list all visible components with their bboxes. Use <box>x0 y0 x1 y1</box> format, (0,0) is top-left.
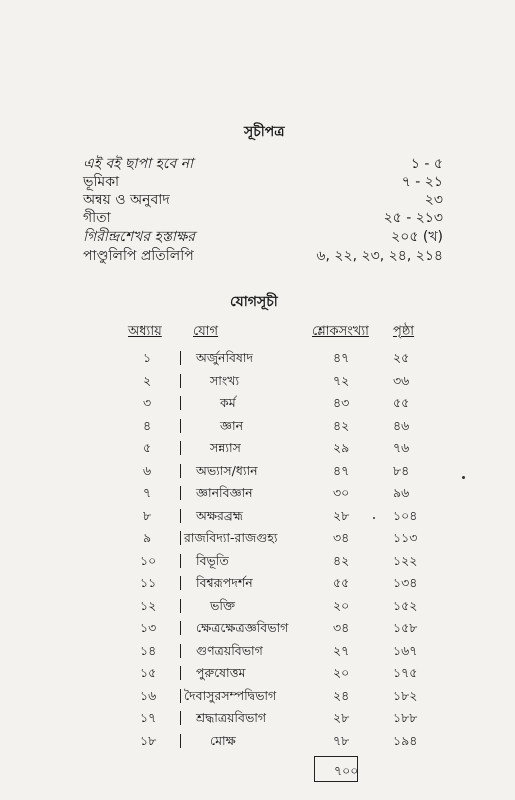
page-number: ২৫ <box>393 350 410 365</box>
header-chapter: অধ্যায় <box>128 324 162 339</box>
shloka-count: ৪৭ <box>333 463 350 478</box>
yoga-name: মোক্ষ <box>210 733 236 748</box>
yoga-name: জ্ঞান <box>220 418 244 433</box>
shloka-count: ২৮ <box>333 508 350 523</box>
page-number: ১০৪ <box>393 508 418 523</box>
header-shlokas: শ্লোকসংখ্যা <box>312 324 369 339</box>
table-row <box>0 350 515 370</box>
chapter-number: ৪ <box>143 418 152 433</box>
table-row <box>0 688 515 708</box>
yoga-name: অভ্যাস/ধ্যান <box>196 463 258 478</box>
table-row <box>0 418 515 438</box>
table-row <box>0 373 515 393</box>
table-row <box>0 395 515 415</box>
toc-entry-page: ২০৫ (খ) <box>391 229 443 245</box>
header-yoga: যোগ <box>193 324 219 339</box>
yoga-name: অর্জুনবিষাদ <box>196 350 254 365</box>
yoga-name: দৈবাসুরসম্পদ্বিভাগ <box>184 688 277 703</box>
yoga-name: ভক্তি <box>210 598 236 613</box>
row-divider <box>180 531 181 545</box>
chapter-number: ১৪ <box>140 643 157 658</box>
toc-entry-title: পাণ্ডুলিপি প্রতিলিপি <box>83 248 194 264</box>
page-number: ১৯৪ <box>393 733 418 748</box>
stray-mark-small <box>373 517 375 519</box>
chapter-number: ১৩ <box>140 620 157 635</box>
shloka-count: ৭৮ <box>333 733 350 748</box>
table-row <box>0 733 515 753</box>
row-divider <box>180 351 181 365</box>
shloka-count: ৪৭ <box>333 350 350 365</box>
toc-heading: সূচীপত্র <box>244 124 285 140</box>
row-divider <box>180 419 181 433</box>
page-number: ৯৬ <box>393 485 410 500</box>
page-number: ১৭৫ <box>393 665 418 680</box>
total-box-left <box>314 756 315 782</box>
page-number: ৫৫ <box>393 395 410 410</box>
yoga-name: গুণত্রয়বিভাগ <box>196 643 263 658</box>
header-page: পৃষ্ঠা <box>393 324 415 339</box>
yoga-index-heading: যোগসূচী <box>230 294 278 310</box>
toc-entry <box>83 152 443 170</box>
yoga-name: জ্ঞানবিজ্ঞান <box>196 485 253 500</box>
table-row <box>0 598 515 618</box>
toc-entry <box>83 225 443 243</box>
chapter-number: ৯ <box>143 530 152 545</box>
yoga-name: বিশ্বরূপদর্শন <box>196 575 253 590</box>
table-row <box>0 530 515 550</box>
toc-entry-page: ২৩ <box>424 192 443 208</box>
shloka-count: ৭২ <box>333 373 350 388</box>
page-number: ১৫২ <box>393 598 418 613</box>
yoga-name: সাংখ্য <box>210 373 240 388</box>
page-number: ১৮৮ <box>393 710 418 725</box>
shloka-count: ২০ <box>333 598 350 613</box>
page-number: ৮৪ <box>393 463 410 478</box>
row-divider <box>180 734 181 748</box>
yoga-name: বিভূতি <box>196 553 229 568</box>
table-row <box>0 710 515 730</box>
shloka-count: ২০ <box>333 665 350 680</box>
chapter-number: ৮ <box>143 508 152 523</box>
chapter-number: ১ <box>143 350 152 365</box>
stray-mark <box>462 476 465 479</box>
toc-entry-page: ২৫ - ২১৩ <box>383 210 443 226</box>
page-number: ১৫৮ <box>393 620 418 635</box>
yoga-name: পুরুষোত্তম <box>196 665 246 680</box>
page-number: ১৬৭ <box>393 643 418 658</box>
toc-entry-title: অন্বয় ও অনুবাদ <box>83 192 170 208</box>
toc-entry-title: ভূমিকা <box>83 174 120 190</box>
table-row <box>0 643 515 663</box>
yoga-name: অক্ষরব্রহ্ম <box>196 508 243 523</box>
toc-entry-page: ৭ - ২১ <box>401 174 443 190</box>
table-row <box>0 508 515 528</box>
row-divider <box>180 689 181 703</box>
row-divider <box>180 599 181 613</box>
shloka-count: ৩৪ <box>333 620 350 635</box>
toc-entry <box>83 170 443 188</box>
yoga-name: ক্ষেত্রক্ষেত্রজ্ঞবিভাগ <box>196 620 289 635</box>
table-row <box>0 553 515 573</box>
toc-entry <box>83 188 443 206</box>
shloka-count: ৪৩ <box>333 395 350 410</box>
row-divider <box>180 396 181 410</box>
row-divider <box>180 374 181 388</box>
chapter-number: ৬ <box>143 463 152 478</box>
shloka-count: ৩৪ <box>333 530 350 545</box>
row-divider <box>180 666 181 680</box>
toc-entry-title: গিরীন্দ্রশেখর হস্তাক্ষর <box>83 229 195 245</box>
shloka-count: ২৯ <box>333 440 350 455</box>
chapter-number: ৭ <box>143 485 152 500</box>
shloka-count: ৪২ <box>333 418 350 433</box>
chapter-number: ২ <box>143 373 152 388</box>
page-number: ৩৬ <box>393 373 410 388</box>
toc-entry-page: ১ - ৫ <box>410 156 443 172</box>
row-divider <box>180 464 181 478</box>
row-divider <box>180 576 181 590</box>
toc-entry <box>83 206 443 224</box>
chapter-number: ১৭ <box>140 710 157 725</box>
toc-entry-title: গীতা <box>83 210 111 226</box>
table-row <box>0 463 515 483</box>
toc-entry-page: ৬, ২২, ২৩, ২৪, ২১৪ <box>316 248 443 264</box>
chapter-number: ১০ <box>140 553 157 568</box>
chapter-number: ৩ <box>143 395 152 410</box>
shloka-count: ৪২ <box>333 553 350 568</box>
chapter-number: ১২ <box>140 598 157 613</box>
yoga-name: সন্ন্যাস <box>210 440 241 455</box>
table-row <box>0 440 515 460</box>
table-row <box>0 485 515 505</box>
row-divider <box>180 644 181 658</box>
shloka-count: ৩০ <box>333 485 350 500</box>
yoga-name: কর্ম <box>220 395 236 410</box>
page-number: ১৩৪ <box>393 575 418 590</box>
shloka-count: ৫৫ <box>333 575 350 590</box>
table-row <box>0 620 515 640</box>
row-divider <box>180 509 181 523</box>
page-number: ৭৬ <box>393 440 410 455</box>
page-number: ১১৩ <box>393 530 418 545</box>
page-number: ১৮২ <box>393 688 418 703</box>
yoga-name: শ্রদ্ধাত্রয়বিভাগ <box>196 710 267 725</box>
chapter-number: ১৮ <box>140 733 157 748</box>
page-number: ৪৬ <box>393 418 410 433</box>
shloka-count: ২৮ <box>333 710 350 725</box>
table-row <box>0 575 515 595</box>
row-divider <box>180 486 181 500</box>
chapter-number: ১৫ <box>140 665 157 680</box>
total-shlokas: ৭০০ <box>334 763 359 778</box>
row-divider <box>180 621 181 635</box>
chapter-number: ১১ <box>140 575 157 590</box>
shloka-count: ২৪ <box>333 688 350 703</box>
toc-entry <box>83 244 443 262</box>
row-divider <box>180 711 181 725</box>
row-divider <box>180 441 181 455</box>
chapter-number: ১৬ <box>140 688 157 703</box>
row-divider <box>180 554 181 568</box>
shloka-count: ২৭ <box>333 643 350 658</box>
chapter-number: ৫ <box>143 440 152 455</box>
toc-entry-title: এই বই ছাপা হবে না <box>83 156 194 172</box>
yoga-name: রাজবিদ্যা-রাজগুহ্য <box>184 530 278 545</box>
sum-rule <box>314 756 358 757</box>
page-number: ১২২ <box>393 553 418 568</box>
table-row <box>0 665 515 685</box>
